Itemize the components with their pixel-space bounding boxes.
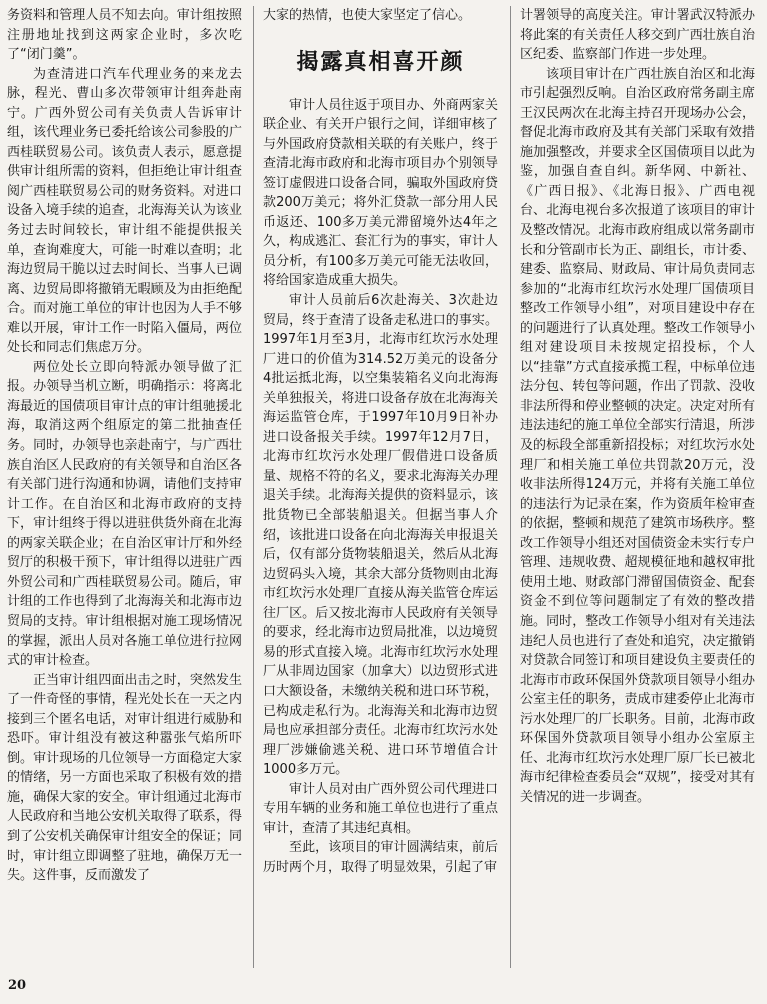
- text-column-3: [520, 6, 755, 974]
- section-heading: 揭露真相喜开颜: [296, 49, 465, 75]
- column-divider: [510, 6, 511, 968]
- paragraph: 计署领导的高度关注。审计署武汉特派办将此案的有关责任人移交到广西壮族自治区纪委、监察部门作进一步处理。: [520, 8, 755, 63]
- paragraph: 务资料和管理人员不知去向。审计组按照注册地址找到这两家企业时，多次吃了“闭门羹”。: [7, 8, 242, 63]
- paragraph: 审计人员对由广西外贸公司代理进口专用车辆的业务和施工单位也进行了重点审计，查清了其违纪真相。: [263, 781, 498, 836]
- paragraph: 两位处长立即向特派办领导做了汇报。办领导当机立断，明确指示：将离北海最近的国债项目审计点的审计组驰援北海，取消这两个组原定的第二批抽查任务。同时，办领导也亲赴南宁，与广西壮族自治区人民政府的有关领导和自治区各有关部门进行沟通和协调，请他们支持审计工作。在自治区和北海市政府的支持下，审计组终于得以进驻供货外商在北海的两家关联企业；在自治区审计厅和外经贸厅的积极干预下，审计组得以进驻广西外贸公司和广西桂联贸易公司。随后，审计组的工作也得到了北海海关和北海市边贸局的支持。审计组根据对施工现场情况的掌握，派出人员对各施工单位进行拉网式的审计检查。: [7, 359, 242, 669]
- paragraph: 大家的热情，也使大家坚定了信心。: [263, 8, 472, 23]
- column-divider: [253, 6, 254, 968]
- paragraph: 该项目审计在广西壮族自治区和北海市引起强烈反响。自治区政府常务副主席王汉民两次在北海主持召开现场办公会，督促北海市政府及其有关部门采取有效措施加强整改，并要求全区国债项目以此为鉴，加强自查自纠。新华网、中新社、《广西日报》、《北海日报》、广西电视台、北海电视台多次报道了该项目的审计及整改情况。北海市政府组成以常务副市长和分管副市长为正、副组长，市计委、建委、监察局、财政局、审计局负责同志参加的“北海市红坎污水处理厂国债项目整改工作领导小组”，对项目建设中存在的问题进行了认真处理。整改工作领导小组对建设项目未按规定招投标，个人以“挂靠”方式直接承揽工程，中标单位违法分包、转包等问题，作出了罚款、没收非法所得和停业整顿的决定。决定对所有违法违纪的施工单位全部实行清退，所涉及的标段全部重新招投标；对红坎污水处理厂和相关施工单位共罚款20万元，没收非法所得124万元，并将有关施工单位的违法行为记录在案，作为资质年检审查的依据，整顿和规范了建筑市场秩序。整改工作领导小组还对国债资金未实行专户管理、违规收费、超规模征地和越权审批使用土地、财政部门滞留国债资金、配套资金不到位等问题制定了有效的整改措施。同时，整改工作领导小组对有关违法违纪人员也进行了查处和追究，决定撤销对贷款合同签订和项目建设负主要责任的北海市市政环保国外贷款项目领导小组办公室主任的职务，责成市建委停止北海市污水处理厂的厂长职务。目前，北海市政环保国外贷款项目领导小组办公室原主任、北海市红坎污水处理厂原厂长已被北海市纪律检查委员会“双规”，接受对其有关情况的进一步调查。: [520, 66, 755, 805]
- text-column-2: [263, 6, 498, 974]
- text-column-1: [7, 6, 242, 974]
- paragraph: 正当审计组四面出击之时，突然发生了一件奇怪的事情，程光处长在一天之内接到三个匿名电话，对审计组进行威胁和恐吓。审计组没有被这种嚣张气焰所吓倒。审计现场的几位领导一方面稳定大家的情绪，另一方面也采取了积极有效的措施，确保大家的安全。审计组通过北海市人民政府和当地公安机关取得了联系，得到了公安机关确保审计组安全的保证；同时，审计组立即调整了驻地，确保万无一失。这件事，反而激发了: [7, 672, 242, 884]
- page-number: 20: [8, 978, 27, 993]
- paragraph: 为查清进口汽车代理业务的来龙去脉，程光、曹山多次带领审计组奔赴南宁。广西外贸公司有关负责人告诉审计组，该代理业务已委托给该公司参股的广西桂联贸易公司。该负责人表示，愿意提供审计组所需的资料，但拒绝让审计组查阅广西桂联贸易公司的财务资料。对进口设备入境手续的追查，北海海关认为该业务过去时间较长，审计组不能提供报关单，查询难度大，可能一时难以查明；北海边贸局干脆以过去时间长、当事人已调离、边贸局即将撤销无暇顾及为由拒绝配合。而对施工单位的审计也因为人手不够难以开展，审计工作一时陷入僵局，两位处长和同志们焦虑万分。: [7, 66, 242, 356]
- paragraph: 审计人员往返于项目办、外商两家关联企业、有关开户银行之间，详细审核了与外国政府贷款相关联的有关账户，终于查清北海市政府和北海市项目办个别领导签订虚假进口设备合同，骗取外国政府贷款200万美元；将外汇贷款一部分用人民币返还、100多万美元滞留境外达4年之久，构成逃汇、套汇行为的事实，审计人员分析，有100多万美元可能无法收回，将给国家造成重大损失。: [263, 97, 498, 289]
- paragraph: 审计人员前后6次赴海关、3次赴边贸局，终于查清了设备走私进口的事实。1997年1月至3月，北海市红坎污水处理厂进口的价值为314.52万美元的设备分4批运抵北海，以空集装箱名义向北海海关单独报关，将进口设备存放在北海海关海运监管仓库，于1997年10月9日补办进口设备报关手续。1997年12月7日，北海市红坎污水处理厂假借进口设备质量、规格不符的名义，要求北海海关办理退关手续。北海海关提供的资料显示，该批货物已全部装船退关。但据当事人介绍，该批进口设备在向北海海关申报退关后，仅有部分货物装船退关，然后从北海边贸码头入境，其余大部分货物则由北海市红坎污水处理厂直接从海关监管仓库运往厂区。后又按北海市人民政府有关领导的要求，经北海市边贸局批准，以边境贸易的形式直接入境。北海市红坎污水处理厂从非周边国家（加拿大）以边贸形式进口大额设备，未缴纳关税和进口环节税，已构成走私行为。北海海关和北海市边贸局也应承担部分责任。北海市红坎污水处理厂涉嫌偷逃关税、进口环节增值合计1000多万元。: [263, 293, 498, 778]
- paragraph: 至此，该项目的审计圆满结束，前后历时两个月，取得了明显效果，引起了审: [263, 840, 498, 875]
